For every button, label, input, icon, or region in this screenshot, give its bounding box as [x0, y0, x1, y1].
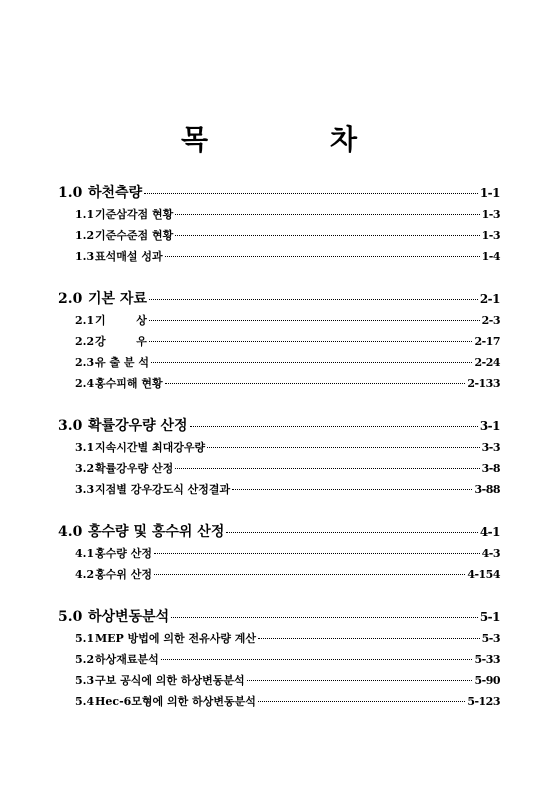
item-page: 2-17 — [474, 335, 500, 348]
leader-dots — [154, 553, 480, 554]
section-number: 2.0 — [58, 291, 83, 307]
item-number: 5.1 — [75, 632, 95, 645]
toc-item-2-2 — [75, 333, 500, 349]
item-title: 하상재료분석 — [95, 653, 159, 666]
section-number: 1.0 — [58, 185, 83, 201]
leader-dots — [232, 489, 472, 490]
item-title: 홍수위 산정 — [95, 568, 152, 581]
toc-item-1-3 — [75, 248, 500, 264]
leader-dots — [258, 701, 465, 702]
section-number: 3.0 — [58, 418, 83, 434]
item-title: 표석매설 성과 — [95, 250, 163, 263]
toc-item-3-1 — [75, 439, 500, 455]
section-page: 4-1 — [479, 525, 500, 539]
leader-dots — [161, 659, 473, 660]
leader-dots — [190, 426, 478, 427]
toc-item-2-3 — [75, 354, 500, 370]
item-title: MEP 방법에 의한 전유사량 계산 — [95, 632, 257, 645]
item-title: 기 상 — [95, 314, 147, 327]
section-title: 기본 자료 — [88, 291, 147, 307]
leader-dots — [144, 193, 478, 194]
section-title: 하상변동분석 — [88, 609, 170, 625]
toc-item-5-1 — [75, 630, 500, 646]
toc-section-5 — [58, 606, 500, 626]
leader-dots — [171, 617, 478, 618]
section-page: 2-1 — [479, 292, 500, 306]
leader-dots — [149, 320, 480, 321]
page-title — [0, 118, 558, 158]
toc-section-4 — [58, 521, 500, 541]
toc-item-1-1 — [75, 206, 500, 222]
item-number: 2.3 — [75, 356, 95, 369]
toc-item-2-1 — [75, 312, 500, 328]
section-page: 5-1 — [479, 610, 500, 624]
item-title: Hec-6모형에 의한 하상변동분석 — [95, 695, 256, 708]
section-title: 홍수량 및 홍수위 산정 — [88, 524, 225, 540]
item-number: 2.4 — [75, 377, 95, 390]
leader-dots — [175, 468, 479, 469]
item-number: 2.2 — [75, 335, 95, 348]
leader-dots — [207, 447, 480, 448]
leader-dots — [151, 362, 472, 363]
leader-dots — [247, 680, 473, 681]
leader-dots — [149, 341, 473, 342]
item-title: 지속시간별 최대강우량 — [95, 441, 206, 454]
item-number: 5.4 — [75, 695, 95, 708]
item-number: 3.2 — [75, 462, 95, 475]
item-title: 기준삼각점 현황 — [95, 208, 174, 221]
item-number: 2.1 — [75, 314, 95, 327]
toc-section-3 — [58, 415, 500, 435]
leader-dots — [175, 214, 479, 215]
item-title: 확률강우량 산정 — [95, 462, 174, 475]
section-page: 1-1 — [479, 186, 500, 200]
toc-item-5-4 — [75, 693, 500, 709]
toc-item-2-4 — [75, 375, 500, 391]
section-number: 5.0 — [58, 609, 83, 625]
item-page: 1-3 — [481, 208, 500, 221]
section-number: 4.0 — [58, 524, 83, 540]
item-title: 홍수량 산정 — [95, 547, 152, 560]
item-number: 1.3 — [75, 250, 95, 263]
toc-item-4-1 — [75, 545, 500, 561]
item-title: 기준수준점 현황 — [95, 229, 174, 242]
item-page: 3-8 — [481, 462, 500, 475]
item-page: 2-133 — [467, 377, 500, 390]
item-page: 5-33 — [474, 653, 500, 666]
item-page: 1-3 — [481, 229, 500, 242]
item-number: 3.3 — [75, 483, 95, 496]
leader-dots — [226, 532, 477, 533]
toc-section-1 — [58, 182, 500, 202]
item-page: 2-3 — [481, 314, 500, 327]
leader-dots — [165, 256, 480, 257]
leader-dots — [154, 574, 465, 575]
item-page: 5-123 — [467, 695, 500, 708]
item-page: 4-154 — [467, 568, 500, 581]
item-number: 4.2 — [75, 568, 95, 581]
item-number: 1.1 — [75, 208, 95, 221]
section-title: 확률강우량 산정 — [88, 418, 188, 434]
section-title: 하천측량 — [88, 185, 143, 201]
toc-item-5-2 — [75, 651, 500, 667]
item-page: 3-88 — [474, 483, 500, 496]
item-number: 5.3 — [75, 674, 95, 687]
toc-item-5-3 — [75, 672, 500, 688]
toc-item-3-3 — [75, 481, 500, 497]
item-page: 3-3 — [481, 441, 500, 454]
leader-dots — [165, 383, 466, 384]
leader-dots — [258, 638, 480, 639]
item-page: 1-4 — [481, 250, 500, 263]
toc-section-2 — [58, 288, 500, 308]
item-page: 5-3 — [481, 632, 500, 645]
toc-item-3-2 — [75, 460, 500, 476]
item-page: 2-24 — [474, 356, 500, 369]
item-number: 5.2 — [75, 653, 95, 666]
toc-item-1-2 — [75, 227, 500, 243]
section-page: 3-1 — [479, 419, 500, 433]
title-char-1: 목 — [181, 123, 209, 156]
item-title: 지점별 강우강도식 산정결과 — [95, 483, 231, 496]
item-number: 1.2 — [75, 229, 95, 242]
leader-dots — [175, 235, 479, 236]
leader-dots — [149, 299, 478, 300]
item-title: 강 우 — [95, 335, 147, 348]
toc-item-4-2 — [75, 566, 500, 582]
title-char-2: 차 — [330, 123, 358, 156]
item-title: 유 출 분 석 — [95, 356, 149, 369]
item-title: 홍수피해 현황 — [95, 377, 163, 390]
item-number: 4.1 — [75, 547, 95, 560]
item-page: 5-90 — [474, 674, 500, 687]
item-number: 3.1 — [75, 441, 95, 454]
item-title: 구보 공식에 의한 하상변동분석 — [95, 674, 245, 687]
item-page: 4-3 — [481, 547, 500, 560]
